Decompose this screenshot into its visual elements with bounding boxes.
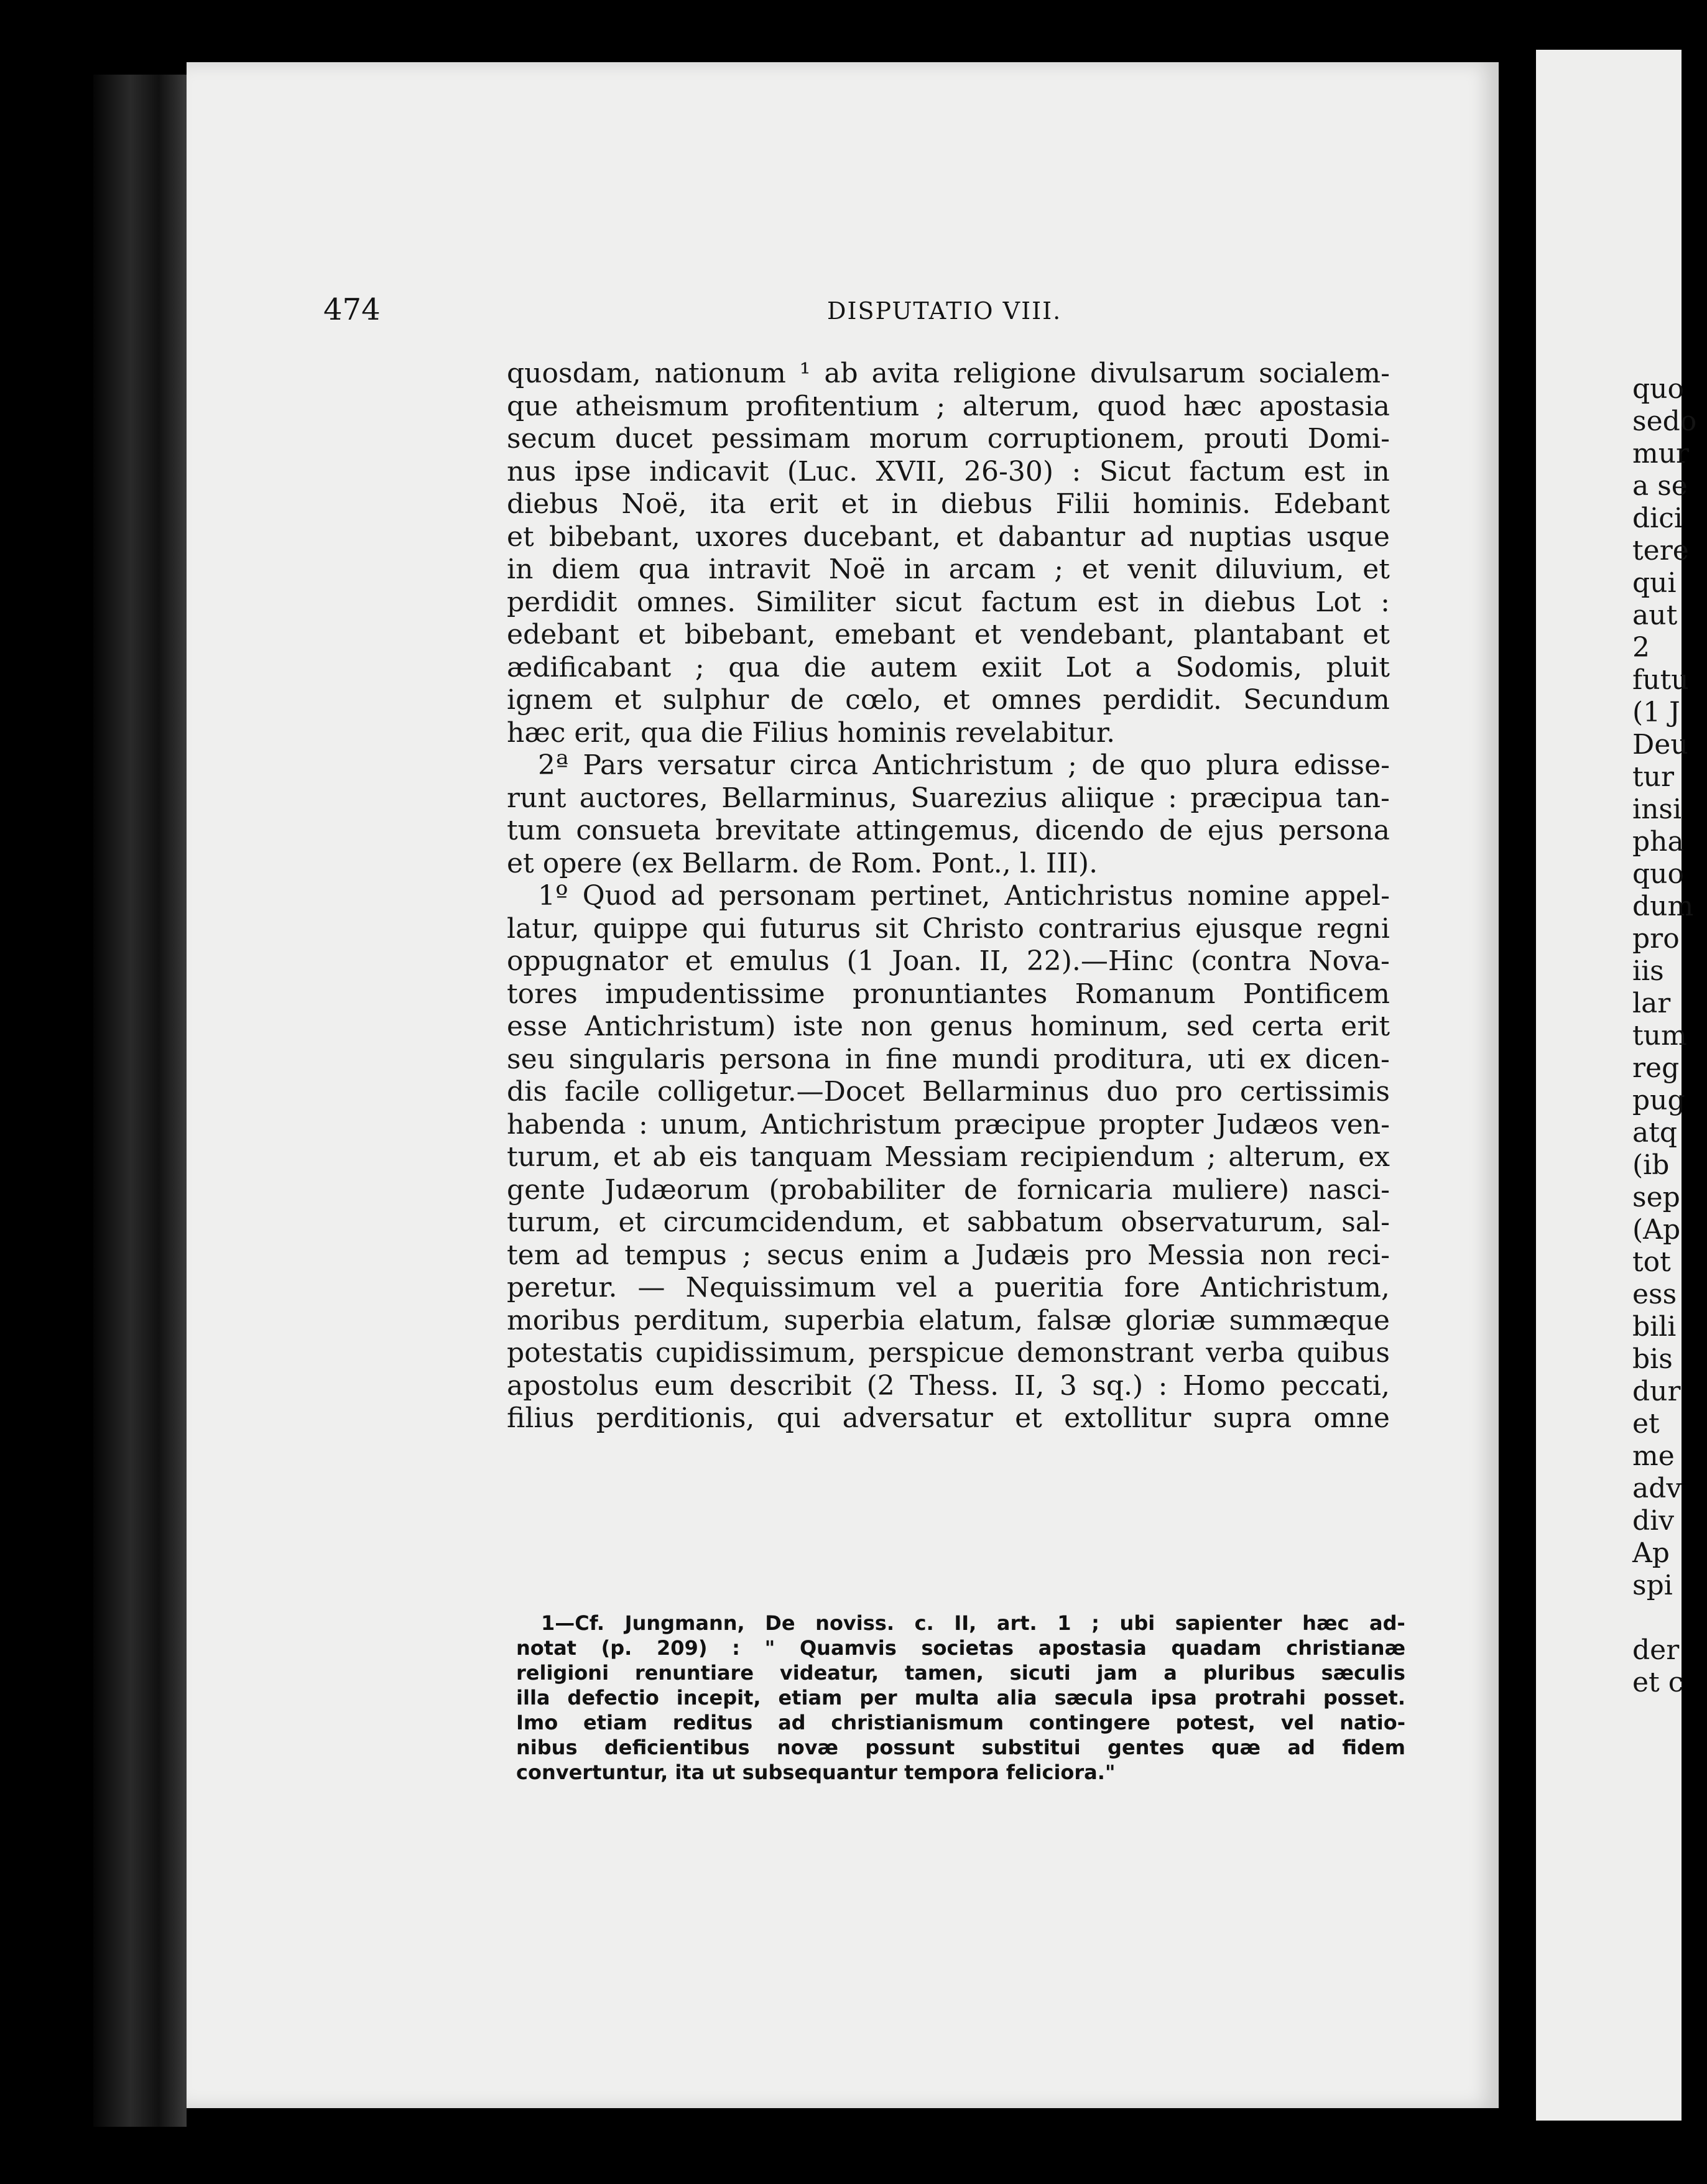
right-page-line: iis [1632, 955, 1664, 987]
right-page-line [1632, 1602, 1707, 1634]
right-page-line: pha [1632, 826, 1684, 858]
text-line: hæc erit, qua die Filius hominis revelabitur. [507, 716, 1116, 749]
right-page-line: aut [1632, 599, 1678, 631]
text-line: peretur. — Nequissimum vel a pueritia fore Antichristum, [507, 1272, 1390, 1303]
right-page-line: (1 J [1632, 696, 1680, 728]
text-line: 1º Quod ad personam pertinet, Antichristus nomine appel- [538, 880, 1390, 912]
right-page-line: et c [1632, 1667, 1684, 1698]
right-page-line: bili [1632, 1311, 1677, 1343]
right-page-line: (ib [1632, 1149, 1670, 1181]
right-page-line: dur [1632, 1376, 1681, 1407]
footnote-line: illa defectio incepit, etiam per multa alia sæcula ipsa protrahi posset. [516, 1686, 1405, 1710]
text-line: gente Judæorum (probabiliter de fornicaria muliere) nasci- [507, 1173, 1390, 1206]
footnote-line: religioni renuntiare videatur, tamen, sicuti jam a pluribus sæculis [516, 1661, 1405, 1685]
right-page-line: tur [1632, 761, 1675, 793]
right-page-line: adv [1632, 1473, 1682, 1504]
right-page-line: pug [1632, 1085, 1685, 1116]
text-line: potestatis cupidissimum, perspicue demonstrant verba quibus [507, 1337, 1390, 1369]
right-page-line: tot [1632, 1246, 1671, 1278]
right-page-line: tum [1632, 1020, 1687, 1052]
text-line: turum, et circumcidendum, et sabbatum observaturum, sal- [507, 1206, 1390, 1238]
text-line: dis facile colligetur.—Docet Bellarminus duo pro certissimis [507, 1076, 1390, 1108]
right-page-line: atq [1632, 1117, 1678, 1149]
right-page-line: sep [1632, 1182, 1680, 1213]
text-line: apostolus eum describit (2 Thess. II, 3 sq.) : Homo peccati, [507, 1369, 1390, 1402]
book-binding [93, 75, 187, 2127]
right-page-line: a se [1632, 470, 1688, 502]
text-line: edebant et bibebant, emebant et vendebant, plantabant et [507, 619, 1390, 650]
right-page-line: tere [1632, 535, 1689, 567]
right-page-line: reg [1632, 1052, 1680, 1084]
right-page-line: ess [1632, 1279, 1677, 1310]
main-text [507, 358, 1390, 1435]
text-line: et bibebant, uxores ducebant, et dabantur ad nuptias usque [507, 521, 1390, 553]
right-page-line: insi [1632, 794, 1682, 825]
right-page-line: dum [1632, 891, 1694, 922]
right-page-line: dici [1632, 502, 1683, 534]
right-page-line: mur [1632, 438, 1690, 470]
right-page-line: Deu [1632, 729, 1688, 761]
right-page-line: div [1632, 1505, 1675, 1537]
text-line: secum ducet pessimam morum corruptionem, prouti Domi- [507, 423, 1390, 455]
text-line: tem ad tempus ; secus enim a Judæis pro Messia non reci- [507, 1239, 1390, 1271]
chapter-title: DISPUTATIO VIII. [827, 297, 1062, 325]
text-line: tum consueta brevitate attingemus, dicendo de ejus persona [507, 815, 1390, 846]
text-line: in diem qua intravit Noë in arcam ; et venit diluvium, et [507, 553, 1390, 585]
footnote-line: convertuntur, ita ut subsequantur tempora feliciora." [516, 1761, 1116, 1784]
right-page-line: et [1632, 1408, 1660, 1440]
text-line: habenda : unum, Antichristum præcipue propter Judæos ven- [507, 1108, 1390, 1141]
text-line: ædificabant ; qua die autem exiit Lot a Sodomis, pluit [507, 651, 1390, 683]
text-line: latur, quippe qui futurus sit Christo contrarius ejusque regni [507, 912, 1390, 945]
text-line: filius perditionis, qui adversatur et extollitur supra omne [507, 1402, 1390, 1434]
text-line: moribus perditum, superbia elatum, falsæ gloriæ summæque [507, 1304, 1390, 1336]
right-page-line: me [1632, 1440, 1675, 1472]
running-head [323, 292, 1418, 336]
text-line: runt auctores, Bellarminus, Suarezius aliique : præcipua tan- [507, 782, 1390, 814]
right-page-line: sedo [1632, 405, 1697, 437]
text-line: esse Antichristum) iste non genus hominum, sed certa erit [507, 1011, 1390, 1042]
right-page-line: pro [1632, 923, 1680, 955]
text-line: quosdam, nationum ¹ ab avita religione divulsarum socialem- [507, 358, 1390, 389]
right-page-line: qui [1632, 567, 1677, 599]
right-page-text [1632, 373, 1707, 1699]
right-page-line: futu [1632, 664, 1689, 696]
text-line: que atheismum profitentium ; alterum, quod hæc apostasia [507, 390, 1390, 422]
footnote [516, 1611, 1405, 1785]
footnote-line: nibus deficientibus novæ possunt substitui gentes quæ ad fidem [516, 1736, 1405, 1759]
footnote-line: Imo etiam reditus ad christianismum contingere potest, vel natio- [516, 1711, 1405, 1734]
right-page-line: quo [1632, 373, 1684, 405]
text-line: tores impudentissime pronuntiantes Romanum Pontificem [507, 978, 1390, 1010]
footnote-line: notat (p. 209) : " Quamvis societas apostasia quadam christianæ [516, 1636, 1405, 1660]
text-line: et opere (ex Bellarm. de Rom. Pont., l. III). [507, 847, 1098, 879]
right-page-line: quo [1632, 858, 1684, 890]
text-line: 2ª Pars versatur circa Antichristum ; de quo plura edisse- [538, 749, 1390, 781]
right-page-line: (Ap [1632, 1214, 1681, 1246]
right-page-line: bis [1632, 1343, 1673, 1375]
text-line: turum, et ab eis tanquam Messiam recipiendum ; alterum, ex [507, 1141, 1390, 1173]
page-number: 474 [323, 292, 381, 327]
text-line: perdidit omnes. Similiter sicut factum est in diebus Lot : [507, 586, 1390, 618]
right-page-line: spi [1632, 1570, 1673, 1601]
text-line: nus ipse indicavit (Luc. XVII, 26-30) : Sicut factum est in [507, 455, 1390, 488]
text-line: ignem et sulphur de cœlo, et omnes perdidit. Secundum [507, 684, 1390, 716]
text-line: seu singularis persona in fine mundi proditura, uti ex dicen- [507, 1043, 1390, 1075]
footnote-line: 1—Cf. Jungmann, De noviss. c. II, art. 1 ; ubi sapienter hæc ad- [541, 1611, 1405, 1635]
right-page-line: 2 [1632, 632, 1650, 664]
text-line: diebus Noë, ita erit et in diebus Filii hominis. Edebant [507, 488, 1390, 520]
right-page-line: lar [1632, 988, 1671, 1019]
right-page-line: Ap [1632, 1537, 1670, 1569]
right-page-line: der [1632, 1634, 1680, 1666]
text-line: oppugnator et emulus (1 Joan. II, 22).—Hinc (contra Nova- [507, 945, 1390, 977]
